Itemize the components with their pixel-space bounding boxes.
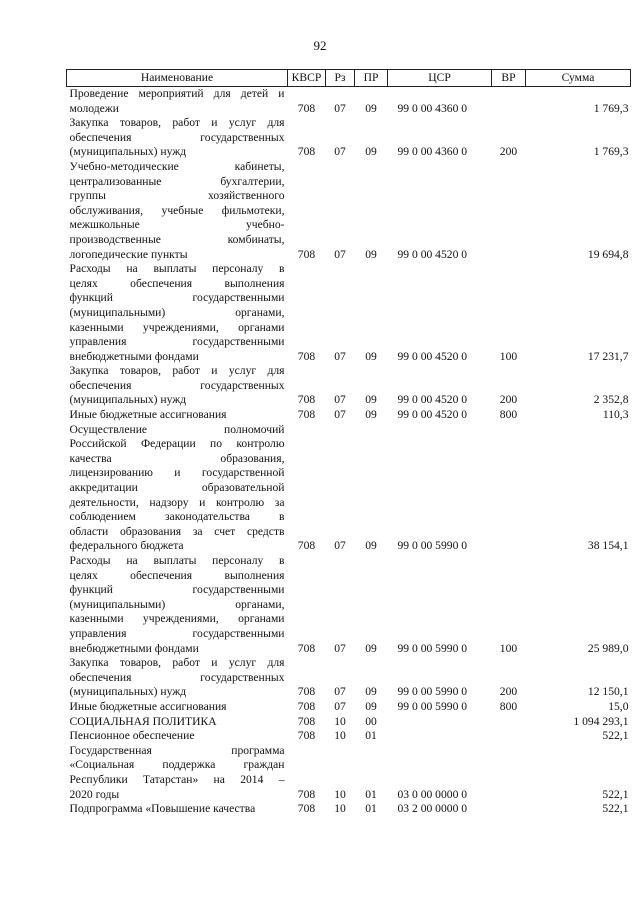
cell-name	[67, 554, 288, 656]
name-line: казенными учреждениями, органами	[69, 320, 285, 334]
cell-pr: 09	[365, 685, 377, 699]
header-vr: ВР	[492, 70, 526, 87]
cell-rz: 10	[334, 714, 346, 728]
cell-csr	[388, 715, 492, 730]
cell-kvsr: 708	[297, 349, 316, 363]
cell-name	[67, 715, 288, 730]
cell-pr: 01	[365, 729, 377, 743]
name-line: Иные бюджетные ассигнования	[69, 699, 227, 713]
cell-name	[67, 423, 288, 554]
cell-kvsr: 708	[297, 145, 316, 159]
name-line: централизованные бухгалтерии,	[69, 174, 285, 188]
name-line: Закупка товаров, работ и услуг для	[69, 364, 285, 378]
cell-kvsr: 708	[297, 685, 316, 699]
table-body	[67, 87, 631, 817]
name-line: Проведение мероприятий для детей и	[69, 87, 285, 100]
name-line: целях обеспечения выполнения	[69, 276, 285, 290]
cell-name	[67, 802, 288, 817]
cell-rz: 07	[334, 685, 346, 699]
cell-csr: 99 0 00 4360 0	[397, 145, 468, 159]
cell-pr: 09	[365, 539, 377, 553]
cell-vr	[492, 744, 526, 802]
cell-pr: 09	[365, 145, 377, 159]
name-line: производственные комбинаты,	[69, 232, 285, 246]
name-line: (муниципальных) нужд	[69, 685, 187, 699]
name-line: управления государственными	[69, 335, 285, 349]
name-line: обеспечения государственных	[69, 130, 285, 144]
name-line: Закупка товаров, работ и услуг для	[69, 656, 285, 670]
cell-csr	[388, 729, 492, 744]
cell-kvsr: 708	[297, 699, 316, 713]
name-line: (муниципальных) нужд	[69, 145, 187, 159]
cell-pr: 00	[365, 714, 377, 728]
cell-rz: 07	[334, 145, 346, 159]
name-line: группы хозяйственного	[69, 189, 285, 203]
cell-name	[67, 744, 288, 802]
name-line: молодежи	[69, 101, 119, 115]
cell-kvsr: 708	[297, 539, 316, 553]
name-line: Иные бюджетные ассигнования	[69, 408, 227, 422]
name-line: «Социальная поддержка граждан	[69, 758, 285, 772]
name-line: Республики Татарстан» на 2014 –	[69, 772, 285, 786]
header-name: Наименование	[67, 70, 288, 87]
cell-sum: 522,1	[602, 729, 629, 743]
cell-kvsr: 708	[297, 408, 316, 422]
header-pr: ПР	[355, 70, 388, 87]
cell-vr: 200	[499, 145, 518, 159]
cell-name	[67, 700, 288, 715]
cell-vr	[492, 715, 526, 730]
cell-rz: 07	[334, 539, 346, 553]
cell-vr: 100	[499, 349, 518, 363]
cell-sum: 17 231,7	[587, 349, 629, 363]
cell-vr	[492, 729, 526, 744]
cell-pr: 09	[365, 393, 377, 407]
table-header	[67, 70, 631, 87]
cell-sum: 12 150,1	[587, 685, 629, 699]
name-line: (муниципальных) нужд	[69, 393, 187, 407]
table-row	[67, 116, 631, 160]
name-line: (муниципальными) органами,	[69, 305, 285, 319]
table-row	[67, 262, 631, 364]
header-rz: Рз	[326, 70, 355, 87]
name-line: Расходы на выплаты персоналу в	[69, 554, 285, 567]
name-line: обеспечения государственных	[69, 378, 285, 392]
cell-sum: 38 154,1	[587, 539, 629, 553]
name-line: межшкольные учебно-	[69, 218, 285, 232]
cell-name	[67, 408, 288, 423]
cell-csr: 99 0 00 4520 0	[397, 408, 468, 422]
table-row	[67, 408, 631, 423]
cell-pr: 09	[365, 408, 377, 422]
table-row	[67, 160, 631, 262]
name-line: лицензированию и государственной	[69, 466, 285, 480]
name-line: СОЦИАЛЬНАЯ ПОЛИТИКА	[69, 714, 217, 728]
table-row	[67, 729, 631, 744]
cell-vr: 800	[499, 699, 518, 713]
cell-name	[67, 656, 288, 700]
cell-rz: 07	[334, 408, 346, 422]
cell-sum: 522,1	[602, 802, 629, 816]
name-line: Подпрограмма «Повышение качества	[69, 802, 256, 816]
cell-rz: 07	[334, 393, 346, 407]
name-line: Закупка товаров, работ и услуг для	[69, 116, 285, 130]
cell-sum: 15,0	[608, 699, 629, 713]
cell-csr: 99 0 00 5990 0	[397, 641, 468, 655]
table-row	[67, 554, 631, 656]
cell-sum: 1 769,3	[593, 101, 629, 115]
name-line: обслуживания, учебные фильмотеки,	[69, 203, 285, 217]
cell-pr: 09	[365, 247, 377, 261]
name-line: внебюджетными фондами	[69, 349, 199, 363]
name-line: казенными учреждениями, органами	[69, 612, 285, 626]
cell-kvsr: 708	[297, 787, 316, 801]
cell-vr	[492, 423, 526, 554]
name-line: управления государственными	[69, 626, 285, 640]
name-line: Учебно-методические кабинеты,	[69, 159, 285, 173]
cell-rz: 07	[334, 247, 346, 261]
table-row	[67, 744, 631, 802]
cell-sum: 19 694,8	[587, 247, 629, 261]
cell-rz: 07	[334, 349, 346, 363]
cell-vr	[492, 160, 526, 262]
budget-table	[66, 69, 631, 817]
cell-sum: 1 094 293,1	[573, 714, 629, 728]
cell-csr: 99 0 00 4520 0	[397, 247, 468, 261]
table-row	[67, 700, 631, 715]
cell-name	[67, 262, 288, 364]
cell-kvsr: 708	[297, 101, 316, 115]
cell-csr: 99 0 00 4520 0	[397, 349, 468, 363]
cell-name	[67, 729, 288, 744]
cell-pr: 01	[365, 787, 377, 801]
cell-name	[67, 87, 288, 117]
cell-vr: 200	[499, 685, 518, 699]
table-row	[67, 423, 631, 554]
cell-rz: 07	[334, 699, 346, 713]
cell-pr: 09	[365, 101, 377, 115]
cell-pr: 09	[365, 641, 377, 655]
name-line: Расходы на выплаты персоналу в	[69, 262, 285, 276]
name-line: функций государственными	[69, 583, 285, 597]
name-line: области образования за счет средств	[69, 524, 285, 538]
cell-name	[67, 364, 288, 408]
cell-kvsr: 708	[297, 714, 316, 728]
name-line: Российской Федерации по контролю	[69, 437, 285, 451]
page-number: 92	[313, 38, 327, 53]
name-line: деятельности, надзору и контролю за	[69, 495, 285, 509]
cell-csr: 99 0 00 5990 0	[397, 685, 468, 699]
header-sum: Сумма	[526, 70, 631, 87]
name-line: качества образования,	[69, 451, 285, 465]
name-line: функций государственными	[69, 291, 285, 305]
cell-vr: 100	[499, 641, 518, 655]
cell-csr: 03 0 00 0000 0	[397, 787, 468, 801]
cell-sum: 25 989,0	[587, 641, 629, 655]
cell-vr: 800	[499, 408, 518, 422]
header-kvsr: КВСР	[288, 70, 326, 87]
name-line: внебюджетными фондами	[69, 641, 199, 655]
cell-kvsr: 708	[297, 641, 316, 655]
cell-pr: 09	[365, 349, 377, 363]
cell-name	[67, 160, 288, 262]
cell-kvsr: 708	[297, 393, 316, 407]
cell-sum: 1 769,3	[593, 145, 629, 159]
cell-kvsr: 708	[297, 802, 316, 816]
cell-name	[67, 116, 288, 160]
table-row	[67, 802, 631, 817]
cell-rz: 07	[334, 101, 346, 115]
cell-pr: 09	[365, 699, 377, 713]
cell-rz: 10	[334, 802, 346, 816]
table-row	[67, 364, 631, 408]
name-line: аккредитации образовательной	[69, 481, 285, 495]
header-csr: ЦСР	[388, 70, 492, 87]
table-row	[67, 656, 631, 700]
cell-pr: 01	[365, 802, 377, 816]
name-line: (муниципальными) органами,	[69, 597, 285, 611]
cell-rz: 10	[334, 787, 346, 801]
name-line: Осуществление полномочий	[69, 422, 285, 436]
table-row	[67, 715, 631, 730]
name-line: Государственная программа	[69, 743, 285, 757]
cell-kvsr: 708	[297, 729, 316, 743]
name-line: Пенсионное обеспечение	[69, 729, 195, 743]
cell-vr	[492, 802, 526, 817]
cell-sum: 2 352,8	[593, 393, 629, 407]
cell-rz: 07	[334, 641, 346, 655]
cell-vr: 200	[499, 393, 518, 407]
name-line: обеспечения государственных	[69, 670, 285, 684]
cell-csr: 99 0 00 5990 0	[397, 539, 468, 553]
cell-sum: 522,1	[602, 787, 629, 801]
cell-rz: 10	[334, 729, 346, 743]
cell-csr: 99 0 00 5990 0	[397, 699, 468, 713]
name-line: 2020 годы	[69, 787, 120, 801]
table-row	[67, 87, 631, 117]
cell-kvsr: 708	[297, 247, 316, 261]
cell-sum: 110,3	[602, 408, 629, 422]
cell-csr: 99 0 00 4360 0	[397, 101, 468, 115]
cell-vr	[492, 87, 526, 117]
name-line: логопедические пункты	[69, 247, 188, 261]
cell-csr: 03 2 00 0000 0	[397, 802, 468, 816]
name-line: целях обеспечения выполнения	[69, 568, 285, 582]
name-line: федерального бюджета	[69, 539, 184, 553]
cell-csr: 99 0 00 4520 0	[397, 393, 468, 407]
name-line: соблюдением законодательства в	[69, 510, 285, 524]
